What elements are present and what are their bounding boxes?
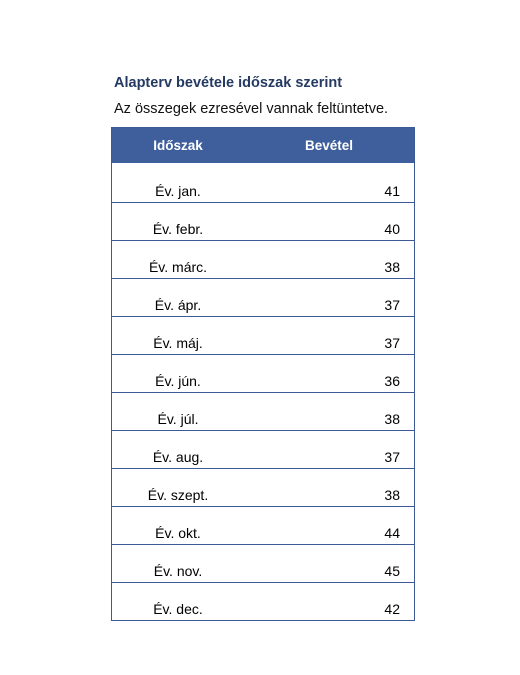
period-cell: Év. dec. <box>153 601 203 617</box>
revenue-cell: 36 <box>244 355 414 393</box>
column-header-revenue: Bevétel <box>244 128 414 163</box>
table-row <box>112 583 414 621</box>
table-row <box>112 163 414 203</box>
document-title: Alapterv bevétele időszak szerint <box>114 75 343 91</box>
period-cell: Év. jún. <box>112 355 244 393</box>
period-cell: Év. szept. <box>112 469 244 507</box>
table-row <box>112 545 414 583</box>
revenue-cell: 38 <box>244 393 414 431</box>
revenue-cell: 37 <box>244 317 414 355</box>
period-cell: Év. márc. <box>112 241 244 279</box>
table-row <box>112 241 414 279</box>
table-row <box>112 279 414 317</box>
period-cell: Év. nov. <box>112 545 244 583</box>
table-row <box>112 317 414 355</box>
revenue-cell: 37 <box>244 431 414 469</box>
revenue-table <box>111 127 415 621</box>
document-subtitle: Az összegek ezresével vannak feltüntetve. <box>114 101 389 117</box>
period-cell: Év. ápr. <box>112 279 244 317</box>
revenue-cell: 41 <box>244 163 414 203</box>
table-row <box>112 393 414 431</box>
table-header-row <box>112 128 414 163</box>
revenue-cell: 38 <box>244 241 414 279</box>
revenue-cell: 40 <box>244 203 414 241</box>
revenue-cell: 38 <box>244 469 414 507</box>
period-cell: Év. jan. <box>112 163 244 203</box>
period-cell: Év. júl. <box>112 393 244 431</box>
revenue-cell: 44 <box>244 507 414 545</box>
period-cell: Év. aug. <box>112 431 244 469</box>
table-row <box>112 469 414 507</box>
table-row <box>112 355 414 393</box>
revenue-cell: 37 <box>244 279 414 317</box>
table-row <box>112 507 414 545</box>
revenue-cell: 42 <box>384 601 400 617</box>
period-cell: Év. okt. <box>112 507 244 545</box>
period-cell: Év. máj. <box>112 317 244 355</box>
period-cell: Év. febr. <box>112 203 244 241</box>
table-row <box>112 203 414 241</box>
column-header-period: Időszak <box>112 128 244 163</box>
revenue-cell: 45 <box>244 545 414 583</box>
table-row <box>112 431 414 469</box>
